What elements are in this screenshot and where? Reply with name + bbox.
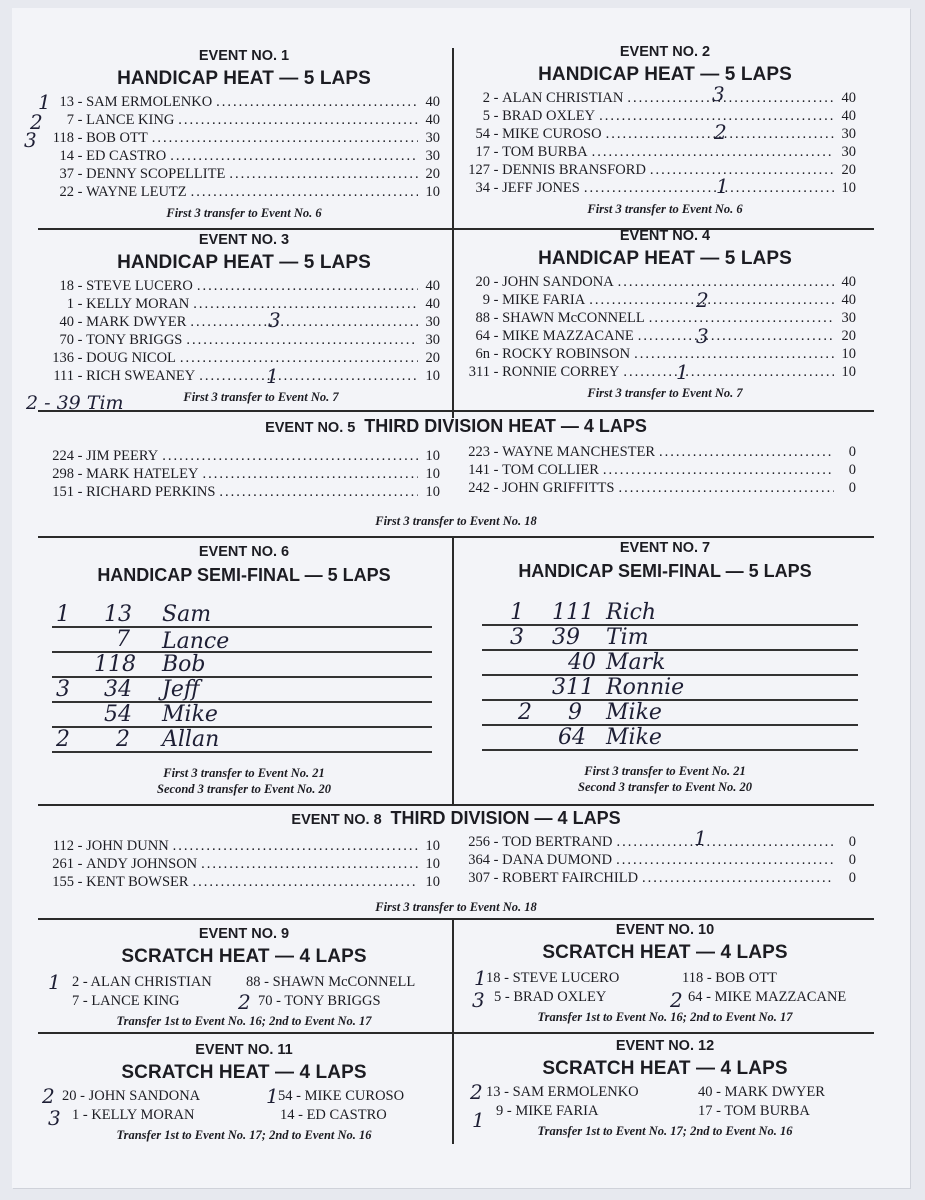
event-footer: First 3 transfer to Event No. 7 xyxy=(183,390,339,404)
column-divider-scratch2 xyxy=(452,1034,454,1144)
entry-row: 261 - ANDY JOHNSON ..... 10 xyxy=(46,856,440,873)
handwritten-name: Mike xyxy=(606,700,662,725)
scratch-entry: 13 - SAM ERMOLENKO xyxy=(486,1084,639,1100)
entry-row: 298 - MARK HATELEY ..... 10 xyxy=(46,466,440,483)
event-label: EVENT NO. 10 xyxy=(615,922,715,938)
handwritten-side-note: 2 - 39 Tim xyxy=(26,392,124,414)
handwritten-place-mark: 1 xyxy=(694,826,707,850)
entry-row: 118 - BOB OTT ..... 30 xyxy=(46,130,440,147)
divider-row6 xyxy=(38,1032,874,1034)
handwritten-name: Ronnie xyxy=(606,675,685,700)
event-label: EVENT NO. 12 xyxy=(615,1038,715,1054)
handwritten-place-mark: 3 xyxy=(24,128,37,152)
entry-row: 112 - JOHN DUNN ..... 10 xyxy=(46,838,440,855)
column-divider-top xyxy=(452,48,454,418)
event-footer: First 3 transfer to Event No. 6 xyxy=(587,202,743,216)
handwritten-name: Mike xyxy=(606,725,662,750)
entry-row: 37 - DENNY SCOPELLITE ..... 20 xyxy=(46,166,440,183)
handwritten-number: 9 xyxy=(568,700,582,725)
scratch-entry: 14 - ED CASTRO xyxy=(280,1107,387,1123)
scratch-entry: 64 - MIKE MAZZACANE xyxy=(688,989,847,1005)
handwritten-place: 2 xyxy=(518,700,532,725)
handwritten-place: 3 xyxy=(510,625,524,650)
handwritten-place-mark: 1 xyxy=(676,360,689,384)
scratch-entry: 9 - MIKE FARIA xyxy=(496,1103,599,1119)
scratch-entry: 54 - MIKE CUROSO xyxy=(278,1088,405,1104)
handwritten-number: 7 xyxy=(116,627,130,652)
entry-row: 22 - WAYNE LEUTZ ..... 10 xyxy=(46,184,440,201)
write-in-line xyxy=(482,624,858,626)
entry-row: 70 - TONY BRIGGS ..... 30 xyxy=(46,332,440,349)
handwritten-place-mark: 2 xyxy=(670,988,683,1012)
handwritten-name: Rich xyxy=(606,600,657,625)
entry-row: 54 - MIKE CUROSO ..... 30 xyxy=(462,126,856,143)
handwritten-number: 34 xyxy=(104,677,132,702)
write-in-line xyxy=(482,749,858,751)
scratch-entry: 18 - STEVE LUCERO xyxy=(486,970,620,986)
handwritten-place: 1 xyxy=(510,600,524,625)
event-header xyxy=(38,808,874,829)
event-title: SCRATCH HEAT — 4 LAPS xyxy=(542,942,788,963)
entry-row: 9 - MIKE FARIA ..... 40 xyxy=(462,292,856,309)
event-footer: First 3 transfer to Event No. 21 xyxy=(584,764,746,778)
event-label: EVENT NO. 9 xyxy=(198,926,290,942)
event-footer: First 3 transfer to Event No. 6 xyxy=(166,206,322,220)
handwritten-name: Tim xyxy=(606,625,649,650)
entry-row: 364 - DANA DUMOND ..... 0 xyxy=(462,852,856,869)
handwritten-number: 2 xyxy=(116,727,130,752)
event-label: EVENT NO. 1 xyxy=(198,48,290,64)
entry-row: 155 - KENT BOWSER ..... 10 xyxy=(46,874,440,891)
event-label: EVENT NO. 11 xyxy=(195,1042,293,1058)
handwritten-place-mark: 1 xyxy=(474,966,487,990)
handwritten-place-mark: 1 xyxy=(716,174,729,198)
event-title: HANDICAP HEAT — 5 LAPS xyxy=(538,64,792,85)
handwritten-place-mark: 2 xyxy=(42,1084,55,1108)
entry-row: 2 - ALAN CHRISTIAN ..... 40 xyxy=(462,90,856,107)
handwritten-number: 39 xyxy=(552,625,580,650)
divider-row5 xyxy=(38,918,874,920)
handwritten-place-mark: 1 xyxy=(38,90,51,114)
event-footer: Second 3 transfer to Event No. 20 xyxy=(157,782,331,796)
scratch-entry: 88 - SHAWN McCONNELL xyxy=(246,974,416,990)
event-label: EVENT NO. 7 xyxy=(619,540,711,556)
handwritten-place-mark: 3 xyxy=(712,82,725,106)
handwritten-name: Bob xyxy=(162,652,206,677)
handwritten-place-mark: 2 xyxy=(696,288,709,312)
handwritten-number: 111 xyxy=(552,600,594,625)
event-title: THIRD DIVISION HEAT — 4 LAPS xyxy=(364,416,647,436)
handwritten-place-mark: 2 xyxy=(714,120,727,144)
handwritten-number: 311 xyxy=(552,675,594,700)
handwritten-name: Mike xyxy=(162,702,218,727)
event-label: EVENT NO. 6 xyxy=(198,544,290,560)
handwritten-place-mark: 1 xyxy=(48,970,61,994)
handwritten-name: Sam xyxy=(162,602,212,627)
entry-row: 14 - ED CASTRO ..... 30 xyxy=(46,148,440,165)
handwritten-place-mark: 2 xyxy=(470,1080,483,1104)
event-footer: Transfer 1st to Event No. 16; 2nd to Event No. 17 xyxy=(116,1014,372,1028)
handwritten-number: 64 xyxy=(558,725,586,750)
entry-row: 20 - JOHN SANDONA ..... 40 xyxy=(462,274,856,291)
scratch-entry: 20 - JOHN SANDONA xyxy=(62,1088,201,1104)
entry-row: 6n - ROCKY ROBINSON ..... 10 xyxy=(462,346,856,363)
handwritten-number: 40 xyxy=(568,650,596,675)
entry-row: 40 - MARK DWYER ..... 30 xyxy=(46,314,440,331)
entry-row: 64 - MIKE MAZZACANE ..... 20 xyxy=(462,328,856,345)
scratch-entry: 7 - LANCE KING xyxy=(72,993,180,1009)
scratch-entry: 17 - TOM BURBA xyxy=(698,1103,810,1119)
scratch-entry: 70 - TONY BRIGGS xyxy=(258,993,381,1009)
event-title: SCRATCH HEAT — 4 LAPS xyxy=(121,1062,367,1083)
entry-row: 1 - KELLY MORAN ..... 40 xyxy=(46,296,440,313)
event-footer: Transfer 1st to Event No. 17; 2nd to Event No. 16 xyxy=(116,1128,372,1142)
handwritten-name: Jeff xyxy=(162,677,200,702)
entry-row: 311 - RONNIE CORREY ..... 10 xyxy=(462,364,856,381)
entry-row: 127 - DENNIS BRANSFORD ..... 20 xyxy=(462,162,856,179)
program-page xyxy=(12,8,910,1188)
event-footer: First 3 transfer to Event No. 18 xyxy=(375,900,537,914)
event-title: SCRATCH HEAT — 4 LAPS xyxy=(121,946,367,967)
entry-row: 223 - WAYNE MANCHESTER ..... 0 xyxy=(462,444,856,461)
entry-row: 34 - JEFF JONES ..... 10 xyxy=(462,180,856,197)
handwritten-place: 2 xyxy=(56,727,70,752)
entry-row: 88 - SHAWN McCONNELL ..... 30 xyxy=(462,310,856,327)
entry-row: 136 - DOUG NICOL ..... 20 xyxy=(46,350,440,367)
handwritten-place-mark: 1 xyxy=(266,364,279,388)
handwritten-place-mark: 3 xyxy=(48,1106,61,1130)
entry-row: 111 - RICH SWEANEY ..... 10 xyxy=(46,368,440,385)
event-title: HANDICAP SEMI-FINAL — 5 LAPS xyxy=(97,565,391,585)
handwritten-place-mark: 1 xyxy=(266,1084,279,1108)
event-footer: Transfer 1st to Event No. 17; 2nd to Event No. 16 xyxy=(537,1124,793,1138)
handwritten-place: 1 xyxy=(56,602,70,627)
event-footer: First 3 transfer to Event No. 18 xyxy=(375,514,537,528)
event-title: HANDICAP HEAT — 5 LAPS xyxy=(117,252,371,273)
entry-row: 224 - JIM PEERY ..... 10 xyxy=(46,448,440,465)
write-in-line xyxy=(52,751,432,753)
divider-row4 xyxy=(38,804,874,806)
event-label: EVENT NO. 8 xyxy=(291,812,382,828)
event-footer: First 3 transfer to Event No. 21 xyxy=(163,766,325,780)
scratch-entry: 118 - BOB OTT xyxy=(682,970,777,986)
handwritten-number: 118 xyxy=(94,652,136,677)
handwritten-place: 3 xyxy=(56,677,70,702)
write-in-line xyxy=(482,649,858,651)
entry-row: 151 - RICHARD PERKINS ..... 10 xyxy=(46,484,440,501)
column-divider-semis xyxy=(452,538,454,806)
entry-row: 18 - STEVE LUCERO ..... 40 xyxy=(46,278,440,295)
event-title: THIRD DIVISION — 4 LAPS xyxy=(390,808,621,828)
entry-row: 17 - TOM BURBA ..... 30 xyxy=(462,144,856,161)
event-label: EVENT NO. 2 xyxy=(619,44,711,60)
event-label: EVENT NO. 4 xyxy=(619,228,711,244)
divider-row3 xyxy=(38,536,874,538)
entry-row: 242 - JOHN GRIFFITTS ..... 0 xyxy=(462,480,856,497)
event-title: SCRATCH HEAT — 4 LAPS xyxy=(542,1058,788,1079)
handwritten-place-mark: 2 xyxy=(238,990,251,1014)
event-title: HANDICAP SEMI-FINAL — 5 LAPS xyxy=(518,561,812,581)
event-footer: First 3 transfer to Event No. 7 xyxy=(587,386,743,400)
handwritten-place-mark: 3 xyxy=(696,324,709,348)
column-divider-scratch1 xyxy=(452,920,454,1032)
entry-row: 7 - LANCE KING ..... 40 xyxy=(46,112,440,129)
event-label: EVENT NO. 3 xyxy=(198,232,290,248)
event-header xyxy=(38,416,874,437)
scratch-entry: 1 - KELLY MORAN xyxy=(72,1107,195,1123)
handwritten-place-mark: 1 xyxy=(472,1108,485,1132)
entry-row: 13 - SAM ERMOLENKO ..... 40 xyxy=(46,94,440,111)
write-in-line xyxy=(482,724,858,726)
handwritten-place-mark: 3 xyxy=(472,988,485,1012)
handwritten-name: Lance xyxy=(162,629,230,654)
entry-row: 256 - TOD BERTRAND ..... 0 xyxy=(462,834,856,851)
scratch-entry: 5 - BRAD OXLEY xyxy=(494,989,607,1005)
handwritten-name: Allan xyxy=(162,727,220,752)
event-footer: Transfer 1st to Event No. 16; 2nd to Event No. 17 xyxy=(537,1010,793,1024)
entry-row: 307 - ROBERT FAIRCHILD ..... 0 xyxy=(462,870,856,887)
handwritten-place-mark: 2 xyxy=(30,110,43,134)
event-title: HANDICAP HEAT — 5 LAPS xyxy=(117,68,371,89)
event-footer: Second 3 transfer to Event No. 20 xyxy=(578,780,752,794)
entry-row: 5 - BRAD OXLEY ..... 40 xyxy=(462,108,856,125)
event-label: EVENT NO. 5 xyxy=(265,420,356,436)
handwritten-number: 54 xyxy=(104,702,132,727)
scratch-entry: 2 - ALAN CHRISTIAN xyxy=(72,974,212,990)
scratch-entry: 40 - MARK DWYER xyxy=(698,1084,825,1100)
handwritten-place-mark: 3 xyxy=(268,308,281,332)
handwritten-name: Mark xyxy=(606,650,666,675)
handwritten-number: 13 xyxy=(104,602,132,627)
entry-row: 141 - TOM COLLIER ..... 0 xyxy=(462,462,856,479)
event-title: HANDICAP HEAT — 5 LAPS xyxy=(538,248,792,269)
divider-row2 xyxy=(38,410,874,412)
